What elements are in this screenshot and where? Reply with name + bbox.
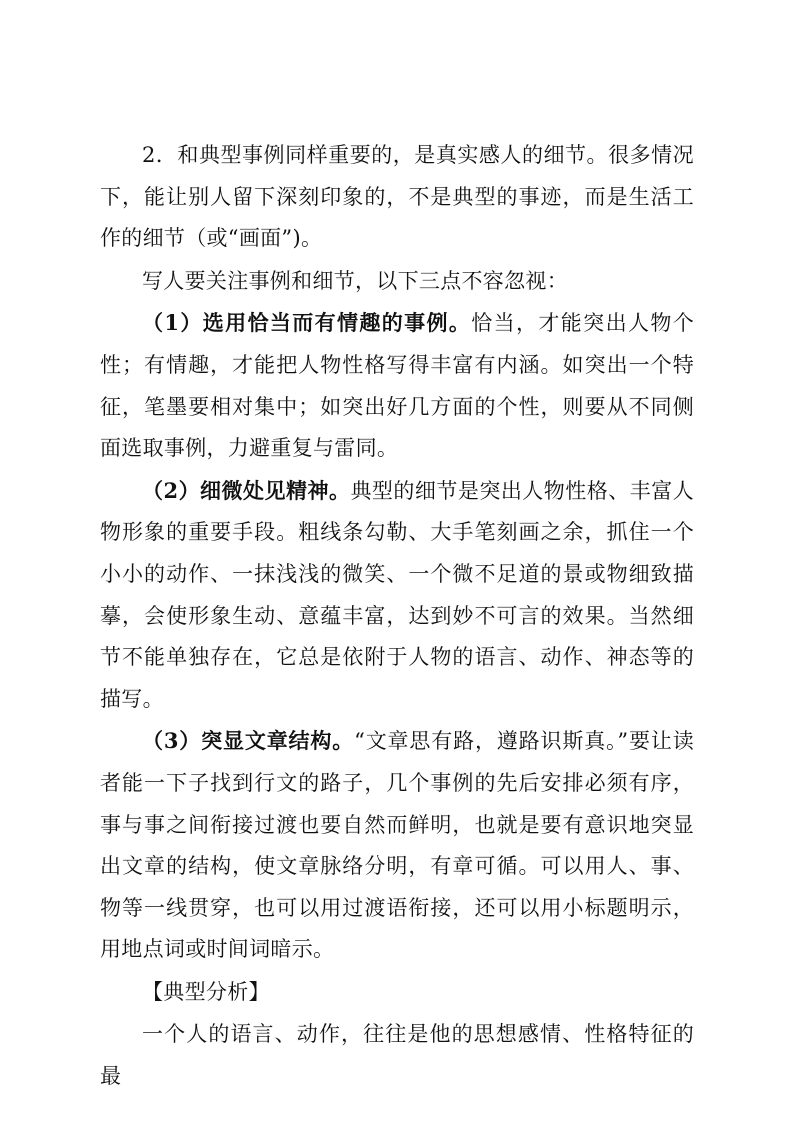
point-2-heading: （2）细微处见精神。: [142, 477, 351, 503]
paragraph-text: 【典型分析】: [142, 979, 270, 1004]
paragraph-text: 一个人的语言、动作，往往是他的思想感情、性格特征的最: [100, 1022, 694, 1089]
paragraph-intro: [100, 260, 694, 303]
paragraph-point-1: [100, 302, 694, 469]
paragraph-text: 典型的细节是突出人物性格、丰富人物形象的重要手段。粗线条勾勒、大手笔刻画之余，抓住一个小小的动作、一抹浅浅的微笑、一个微不足道的景或物细致描摹，会使形象生动、意蕴丰富，达到妙不可言的效果。当然细节不能单独存在，它总是依附于人物的语言、动作、神态等的描写。: [100, 478, 694, 711]
paragraph-text: 恰当，才能突出人物个性；有情趣，才能把人物性格写得丰富有内涵。如突出一个特征，笔墨要相对集中；如突出好几方面的个性，则要从不同侧面选取事例，力避重复与雷同。: [100, 311, 694, 461]
point-1-heading: （1）选用恰当而有情趣的事例。: [142, 310, 472, 336]
paragraph-point-3: [100, 720, 694, 971]
document-page: [100, 134, 694, 1098]
paragraph-point-2: [100, 470, 694, 721]
paragraph-analysis: [100, 1013, 694, 1097]
paragraph-text: 写人要关注事例和细节，以下三点不容忽视：: [142, 268, 568, 293]
section-heading-analysis: [100, 971, 694, 1014]
point-3-heading: （3）突显文章结构。: [142, 728, 355, 754]
paragraph-typical-details: [100, 134, 694, 260]
paragraph-text: “文章思有路，遵路识斯真。”要让读者能一下子找到行文的路子，几个事例的先后安排必须有序，事与事之间衔接过渡也要自然而鲜明，也就是要有意识地突显出文章的结构，使文章脉络分明，有章可循。可以用人、事、物等一线贯穿，也可以用过渡语衔接，还可以用小标题明示，用地点词或时间词暗示。: [100, 729, 694, 962]
paragraph-text: 2．和典型事例同样重要的，是真实感人的细节。很多情况下，能让别人留下深刻印象的，不是典型的事迹，而是生活工作的细节（或“画面”)。: [100, 143, 694, 251]
